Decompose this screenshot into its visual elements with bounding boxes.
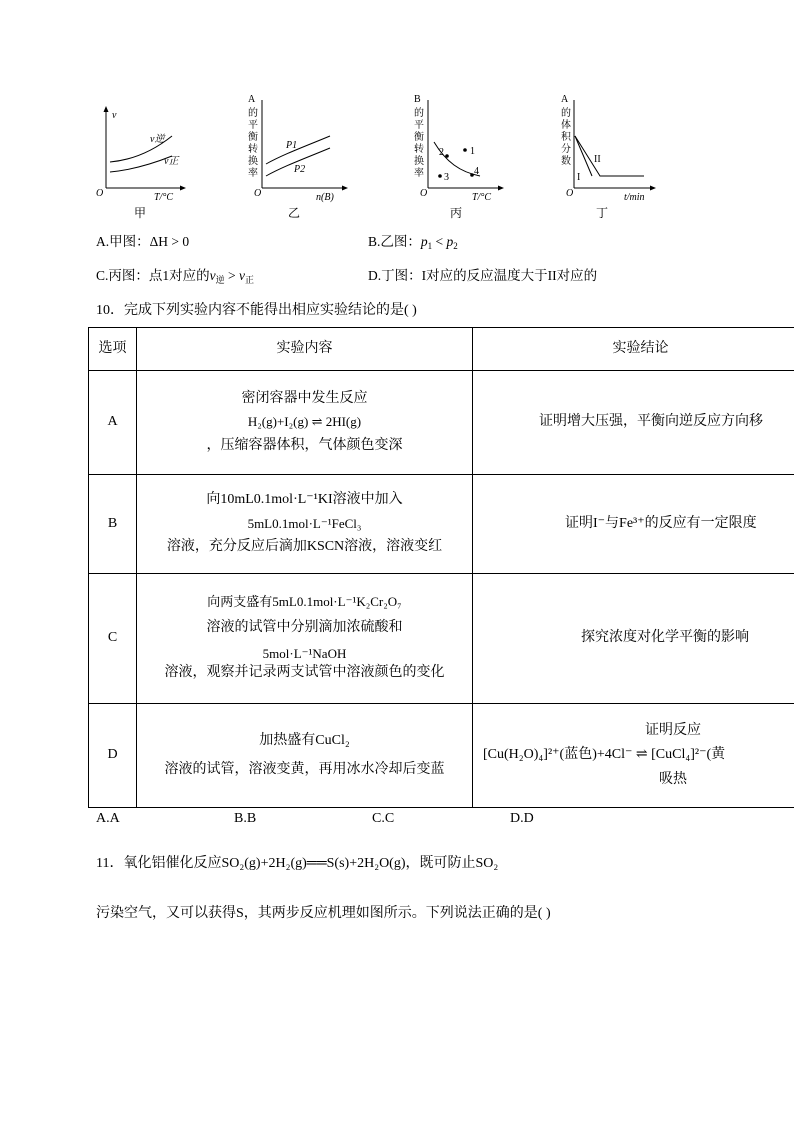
graph-bing-point-1: 1 [470,146,475,157]
graph-ding-y-label: A [561,94,569,105]
graph-bing-x-label: T/°C [472,192,492,203]
graph-yi-curve1-label: P1 [286,140,298,151]
experiment-table [88,327,794,808]
graph-yi-caption: 乙 [288,206,301,220]
question-10: 10．完成下列实验内容不能得出相应实验结论的是( ) [96,303,417,318]
svg-text:积: 积 [561,132,571,143]
row-conclusion: 证明反应 [Cu(H₂O)₄]²⁺(蓝色)+4Cl⁻ ⇌ [CuCl₄]²⁻(黄 吸热 [473,704,794,808]
table-row [89,371,794,475]
answer-d[interactable]: D.D [510,811,534,826]
graph-ding-caption: 丁 [596,206,609,220]
row-conclusion: 证明I⁻与Fe³⁺的反应有一定限度 [473,475,794,574]
row-label: D [89,704,137,808]
row-content: 密闭容器中发生反应 H₂(g)+I₂(g) ⇌ 2HI(g) ，压缩容器体积，气体颜色变深 [137,371,473,475]
graph-yi-y-label: A [248,94,256,105]
svg-text:衡: 衡 [248,132,258,143]
svg-text:的: 的 [561,108,571,119]
graph-bing-point-2: 2 [439,147,444,158]
svg-text:的: 的 [248,108,258,119]
svg-text:平: 平 [414,120,424,131]
graph-bing-point-4: 4 [474,166,479,177]
row-label: B [89,475,137,574]
option-d: D.丁图：I对应的反应温度大于II对应的 [368,268,598,283]
header-option: 选项 [89,328,137,371]
graph-ding-curve2-label: I [577,172,581,183]
row-label: A [89,371,137,475]
graph-ding-origin: O [566,188,574,199]
svg-text:换: 换 [248,156,258,167]
svg-text:转: 转 [414,144,424,155]
svg-text:分: 分 [561,144,571,155]
svg-text:转: 转 [248,144,258,155]
graph-ding-curve1-label: II [594,154,601,165]
graph-jia-curve2-label: v正 [164,156,179,167]
svg-text:的: 的 [414,108,424,119]
graph-yi-origin: O [254,188,262,199]
option-c: C.丙图：点1对应的$v_逆 > v_正$ [96,268,255,285]
svg-text:率: 率 [248,168,258,179]
graph-bing-caption: 丙 [450,206,463,220]
graph-jia-origin: O [96,188,104,199]
answer-c[interactable]: C.C [372,811,395,826]
answer-b[interactable]: B.B [234,811,257,826]
row-content: 向10mL0.1mol·L⁻¹KI溶液中加入 5mL0.1mol·L⁻¹FeCl₃ 溶液，充分反应后滴加KSCN溶液，溶液变红 [137,475,473,574]
option-a: A.甲图：ΔH > 0 [96,234,190,249]
table-row [89,475,794,574]
option-b: B.乙图：$p_1 < p_2$ [368,234,458,251]
row-label: C [89,574,137,704]
header-content: 实验内容 [137,328,473,371]
graph-ding-x-label: t/min [624,192,645,203]
svg-text:平: 平 [248,120,258,131]
graph-jia-curve1-label: v逆 [150,134,165,145]
svg-text:衡: 衡 [414,132,424,143]
table-row [89,704,794,808]
row-content: 向两支盛有5mL0.1mol·L⁻¹K₂Cr₂O₇ 溶液的试管中分别滴加浓硫酸和 5mol·L⁻¹NaOH 溶液，观察并记录两支试管中溶液颜色的变化 [137,574,473,704]
graph-yi-curve2-label: P2 [294,164,306,175]
graph-jia-x-label: T/°C [154,192,174,203]
svg-text:率: 率 [414,168,424,179]
svg-text:数: 数 [561,156,571,167]
table-row [89,574,794,704]
graph-jia-caption: 甲 [134,206,147,220]
row-content: 加热盛有CuCl₂ 溶液的试管，溶液变黄，再用冰水冷却后变蓝 [137,704,473,808]
row-conclusion: 探究浓度对化学平衡的影响 [473,574,794,704]
row-conclusion: 证明增大压强，平衡向逆反应方向移 [473,371,794,475]
graph-jia-y-label: v [112,110,117,121]
question-11-line-1: 11．氧化铝催化反应SO₂(g)+2H₂(g)══S(s)+2H₂O(g)，既可防止SO₂ [96,856,499,871]
svg-text:体: 体 [561,120,571,131]
graph-bing-y-label: B [414,94,421,105]
svg-text:换: 换 [414,156,424,167]
header-conclusion: 实验结论 [473,328,794,371]
answer-a[interactable]: A.A [96,811,120,826]
graph-yi-x-label: n(B) [316,192,334,203]
graph-bing-origin: O [420,188,428,199]
table-header-row [89,328,794,371]
graph-bing-point-3: 3 [444,172,449,183]
question-11-line-2: 污染空气，又可以获得S，其两步反应机理如图所示。下列说法正确的是( ) [96,906,551,921]
